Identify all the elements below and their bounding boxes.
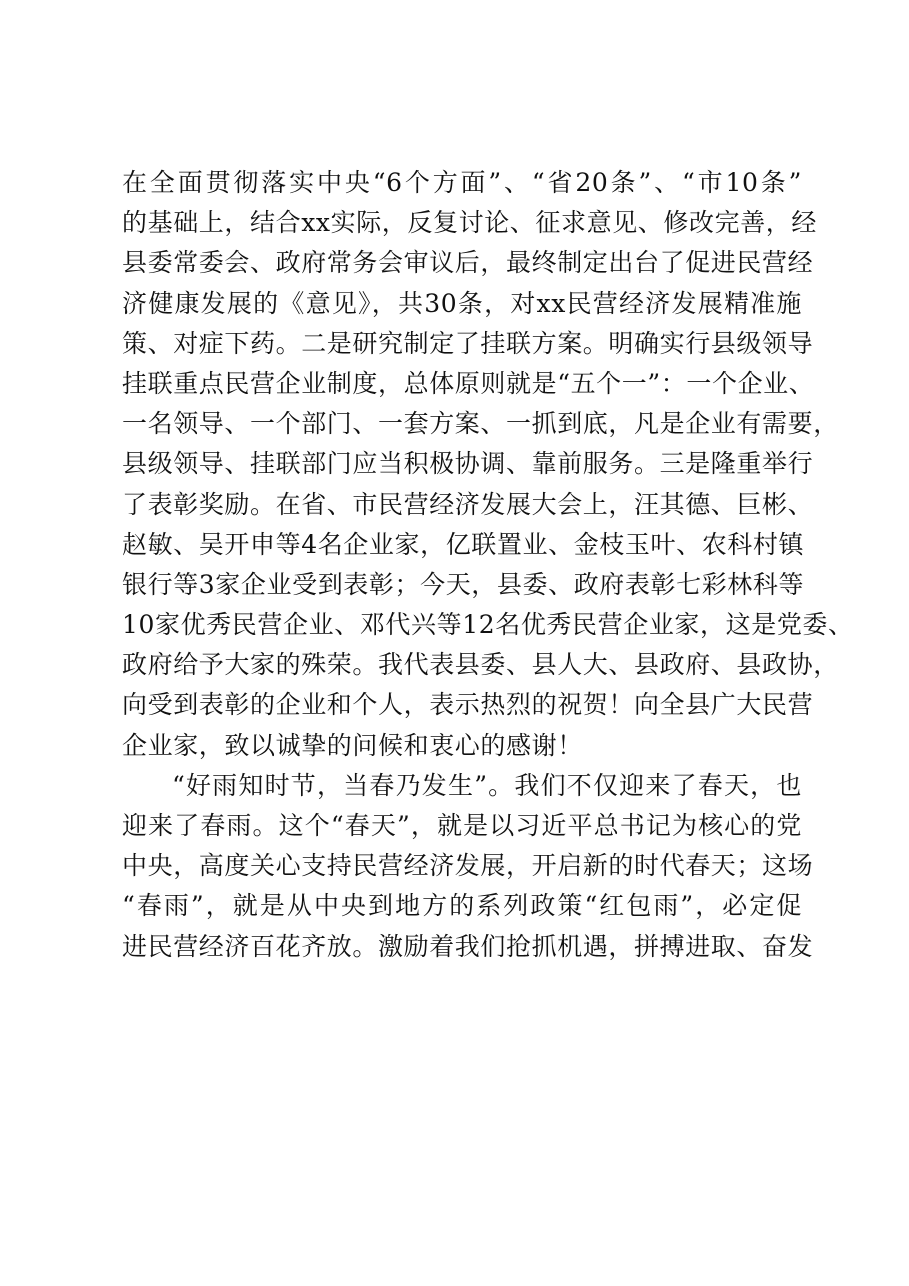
text-line: 县级领导、挂联部门应当积极协调、靠前服务。三是隆重举行 — [122, 449, 814, 479]
text-line: 的基础上，结合xx实际，反复讨论、征求意见、修改完善，经 — [122, 208, 818, 238]
text-line: 中央，高度关心支持民营经济发展，开启新的时代春天；这场 — [122, 851, 814, 881]
text-line: 策、对症下药。二是研究制定了挂联方案。明确实行县级领导 — [122, 328, 814, 358]
text-line: 赵敏、吴开申等4名企业家，亿联置业、金枝玉叶、农科村镇 — [122, 529, 805, 559]
text-line: 进民营经济百花齐放。激励着我们抢抓机遇，拼搏进取、奋发 — [122, 931, 814, 961]
text-line: 银行等3家企业受到表彰；今天，县委、政府表彰七彩林科等 — [122, 569, 805, 599]
body-text — [122, 163, 854, 967]
text-line: 在全面贯彻落实中央“6个方面”、“省20条”、“市10条” — [122, 168, 802, 197]
text-line: 一名领导、一个部门、一套方案、一抓到底，凡是企业有需要， — [122, 409, 839, 439]
text-line: “春雨”，就是从中央到地方的系列政策“红包雨”，必定促 — [122, 891, 802, 921]
text-line: 济健康发展的《意见》，共30条，对xx民营经济发展精准施 — [122, 288, 802, 318]
paragraph-start-line: “好雨知时节，当春乃发生”。我们不仅迎来了春天，也 — [172, 770, 802, 800]
text-line: 县委常委会、政府常务会审议后，最终制定出台了促进民营经 — [122, 248, 814, 278]
text-line: 政府给予大家的殊荣。我代表县委、县人大、县政府、县政协， — [122, 650, 839, 680]
text-line: 10家优秀民营企业、邓代兴等12名优秀民营企业家，这是党委、 — [122, 610, 854, 640]
text-line: 挂联重点民营企业制度，总体原则就是“五个一”：一个企业、 — [122, 368, 815, 398]
text-line: 企业家，致以诚挚的问候和衷心的感谢！ — [122, 730, 583, 760]
text-line: 迎来了春雨。这个“春天”，就是以习近平总书记为核心的党 — [122, 811, 802, 840]
text-line: 向受到表彰的企业和个人，表示热烈的祝贺！向全县广大民营 — [122, 690, 814, 720]
text-line: 了表彰奖励。在省、市民营经济发展大会上，汪其德、巨彬、 — [122, 489, 814, 519]
